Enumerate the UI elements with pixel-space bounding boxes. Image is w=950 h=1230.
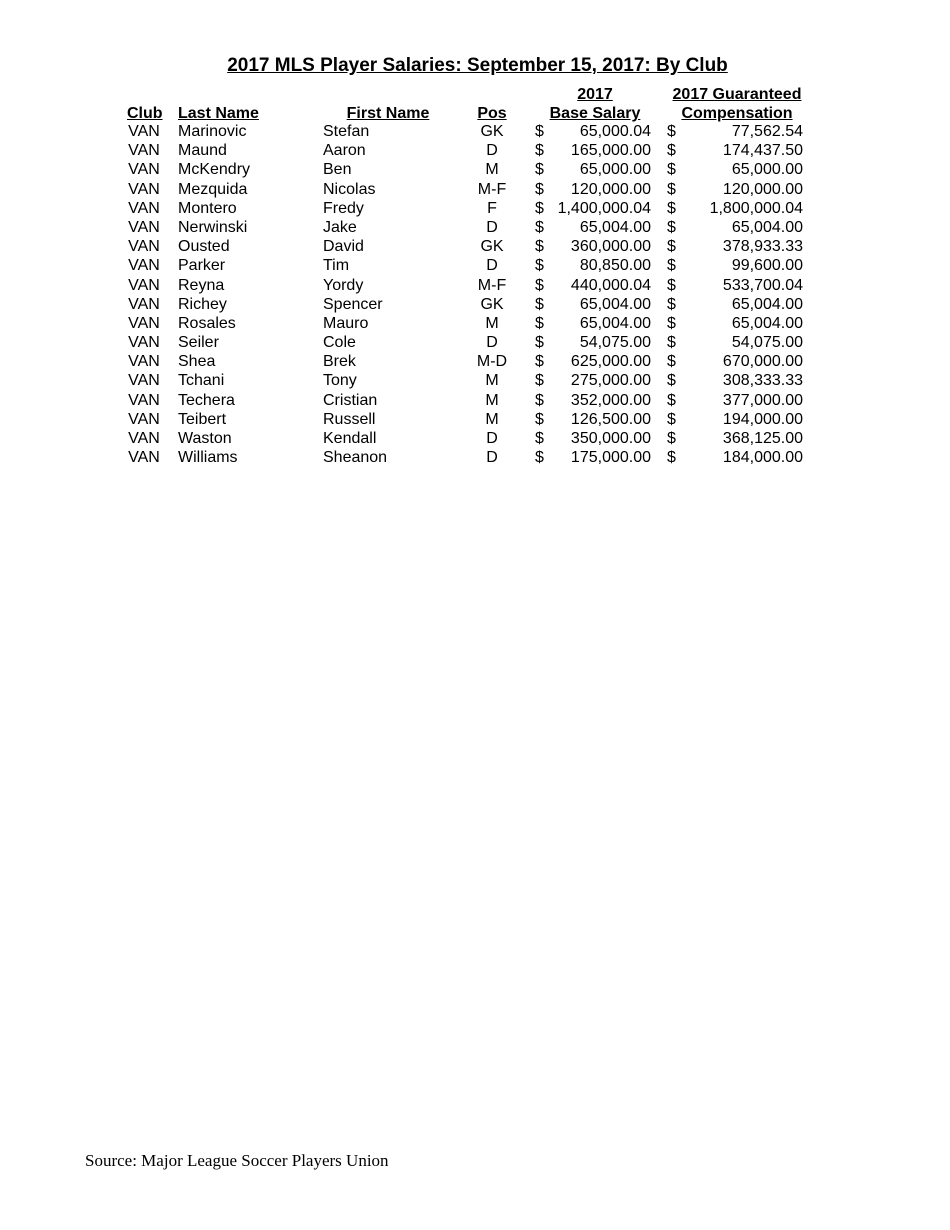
cell-pos: D bbox=[486, 430, 498, 447]
table-row bbox=[0, 199, 950, 218]
table-row bbox=[0, 237, 950, 256]
salary-table bbox=[0, 122, 950, 467]
cell-pos: GK bbox=[480, 295, 504, 313]
cell-guaranteed-compensation: 65,004.00 bbox=[731, 314, 803, 332]
cell-base-currency: $ bbox=[535, 295, 544, 313]
cell-first-name: Nicolas bbox=[323, 180, 376, 198]
cell-last-name: Marinovic bbox=[178, 123, 247, 140]
cell-guaranteed-compensation: 670,000.00 bbox=[722, 353, 803, 371]
table-row bbox=[0, 371, 950, 390]
page-title: 2017 MLS Player Salaries: September 15, 2017: By Club bbox=[227, 55, 728, 76]
cell-last-name: Tchani bbox=[178, 372, 225, 390]
cell-club: VAN bbox=[128, 161, 160, 179]
cell-pos: D bbox=[486, 257, 498, 275]
cell-club: VAN bbox=[128, 372, 160, 390]
cell-base-currency: $ bbox=[535, 372, 544, 390]
cell-base-salary: 65,004.00 bbox=[579, 295, 651, 313]
cell-base-salary: 120,000.00 bbox=[570, 180, 651, 198]
cell-pos: M bbox=[485, 410, 499, 428]
cell-club: VAN bbox=[128, 276, 160, 294]
cell-guaranteed-compensation: 120,000.00 bbox=[722, 180, 803, 198]
cell-base-currency: $ bbox=[535, 161, 544, 179]
cell-first-name: Aaron bbox=[323, 142, 366, 160]
cell-first-name: Fredy bbox=[323, 199, 364, 217]
cell-base-salary: 54,075.00 bbox=[579, 334, 651, 352]
cell-last-name: Shea bbox=[178, 353, 216, 371]
cell-pos: M bbox=[485, 372, 499, 390]
cell-last-name: Richey bbox=[178, 295, 227, 313]
table-row bbox=[0, 180, 950, 199]
cell-last-name: Maund bbox=[178, 142, 227, 160]
cell-last-name: Ousted bbox=[178, 238, 230, 256]
cell-first-name: Kendall bbox=[323, 430, 377, 447]
cell-base-salary: 175,000.00 bbox=[570, 449, 651, 467]
cell-comp-currency: $ bbox=[667, 276, 676, 294]
cell-last-name: Williams bbox=[178, 449, 238, 467]
cell-base-currency: $ bbox=[535, 410, 544, 428]
cell-club: VAN bbox=[128, 430, 160, 447]
cell-base-currency: $ bbox=[535, 180, 544, 198]
cell-guaranteed-compensation: 533,700.04 bbox=[722, 276, 803, 294]
table-row bbox=[0, 295, 950, 314]
cell-base-currency: $ bbox=[535, 199, 544, 217]
cell-base-currency: $ bbox=[535, 391, 544, 409]
cell-base-currency: $ bbox=[535, 430, 544, 447]
header-club: Club bbox=[127, 105, 163, 122]
cell-comp-currency: $ bbox=[667, 295, 676, 313]
cell-base-salary: 65,000.00 bbox=[579, 161, 651, 179]
cell-first-name: David bbox=[323, 238, 364, 256]
cell-guaranteed-compensation: 184,000.00 bbox=[722, 449, 803, 467]
cell-last-name: Montero bbox=[178, 199, 237, 217]
cell-guaranteed-compensation: 377,000.00 bbox=[722, 391, 803, 409]
cell-base-salary: 275,000.00 bbox=[570, 372, 651, 390]
cell-club: VAN bbox=[128, 410, 160, 428]
cell-base-currency: $ bbox=[535, 276, 544, 294]
cell-comp-currency: $ bbox=[667, 180, 676, 198]
cell-guaranteed-compensation: 65,000.00 bbox=[731, 161, 803, 179]
cell-club: VAN bbox=[128, 353, 160, 371]
header-first-name: First Name bbox=[346, 105, 430, 122]
cell-base-salary: 80,850.00 bbox=[579, 257, 651, 275]
cell-comp-currency: $ bbox=[667, 123, 676, 140]
cell-comp-currency: $ bbox=[667, 257, 676, 275]
cell-comp-currency: $ bbox=[667, 391, 676, 409]
cell-first-name: Spencer bbox=[323, 295, 383, 313]
cell-last-name: Techera bbox=[178, 391, 235, 409]
source-note: Source: Major League Soccer Players Union bbox=[85, 1151, 389, 1170]
cell-last-name: Rosales bbox=[178, 314, 236, 332]
cell-last-name: Mezquida bbox=[178, 180, 248, 198]
cell-guaranteed-compensation: 65,004.00 bbox=[731, 295, 803, 313]
cell-club: VAN bbox=[128, 238, 160, 256]
cell-base-salary: 65,004.00 bbox=[579, 314, 651, 332]
cell-base-currency: $ bbox=[535, 123, 544, 140]
table-row bbox=[0, 160, 950, 179]
table-row bbox=[0, 314, 950, 333]
cell-first-name: Stefan bbox=[323, 123, 370, 140]
cell-base-salary: 352,000.00 bbox=[570, 391, 651, 409]
cell-base-salary: 165,000.00 bbox=[570, 142, 651, 160]
cell-guaranteed-compensation: 77,562.54 bbox=[731, 123, 803, 140]
header-pos: Pos bbox=[477, 105, 507, 122]
cell-last-name: Parker bbox=[178, 257, 226, 275]
cell-base-currency: $ bbox=[535, 142, 544, 160]
cell-first-name: Ben bbox=[323, 161, 352, 179]
cell-last-name: Waston bbox=[178, 430, 232, 447]
cell-club: VAN bbox=[128, 142, 160, 160]
cell-base-currency: $ bbox=[535, 218, 544, 236]
cell-pos: M-F bbox=[477, 180, 507, 198]
cell-guaranteed-compensation: 378,933.33 bbox=[722, 238, 803, 256]
cell-base-salary: 350,000.00 bbox=[570, 430, 651, 447]
table-row bbox=[0, 429, 950, 448]
cell-first-name: Jake bbox=[323, 218, 357, 236]
cell-guaranteed-compensation: 65,004.00 bbox=[731, 218, 803, 236]
cell-comp-currency: $ bbox=[667, 218, 676, 236]
cell-last-name: Nerwinski bbox=[178, 218, 248, 236]
cell-base-salary: 625,000.00 bbox=[570, 353, 651, 371]
cell-first-name: Mauro bbox=[323, 314, 369, 332]
cell-comp-currency: $ bbox=[667, 238, 676, 256]
table-row bbox=[0, 256, 950, 275]
cell-comp-currency: $ bbox=[667, 161, 676, 179]
cell-comp-currency: $ bbox=[667, 142, 676, 160]
cell-club: VAN bbox=[128, 334, 160, 352]
cell-pos: D bbox=[486, 218, 498, 236]
header-last-name: Last Name bbox=[178, 105, 259, 122]
cell-pos: M bbox=[485, 391, 499, 409]
cell-pos: GK bbox=[480, 238, 504, 256]
cell-guaranteed-compensation: 1,800,000.04 bbox=[709, 199, 803, 217]
cell-guaranteed-compensation: 368,125.00 bbox=[722, 430, 803, 447]
cell-comp-currency: $ bbox=[667, 372, 676, 390]
cell-base-salary: 440,000.04 bbox=[570, 276, 651, 294]
cell-pos: D bbox=[486, 142, 498, 160]
table-row bbox=[0, 218, 950, 237]
cell-base-salary: 360,000.00 bbox=[570, 238, 651, 256]
cell-comp-currency: $ bbox=[667, 353, 676, 371]
cell-comp-currency: $ bbox=[667, 449, 676, 467]
table-row bbox=[0, 141, 950, 160]
cell-base-currency: $ bbox=[535, 238, 544, 256]
cell-base-salary: 65,004.00 bbox=[579, 218, 651, 236]
cell-guaranteed-compensation: 99,600.00 bbox=[731, 257, 803, 275]
cell-base-salary: 1,400,000.04 bbox=[557, 199, 651, 217]
cell-first-name: Cristian bbox=[323, 391, 378, 409]
cell-last-name: Seiler bbox=[178, 334, 219, 352]
cell-first-name: Brek bbox=[323, 353, 356, 371]
table-row bbox=[0, 276, 950, 295]
cell-pos: GK bbox=[480, 123, 504, 140]
cell-pos: F bbox=[487, 199, 497, 217]
cell-guaranteed-compensation: 194,000.00 bbox=[722, 410, 803, 428]
cell-club: VAN bbox=[128, 218, 160, 236]
cell-guaranteed-compensation: 308,333.33 bbox=[722, 372, 803, 390]
cell-pos: D bbox=[486, 449, 498, 467]
cell-base-salary: 126,500.00 bbox=[570, 410, 651, 428]
header-guaranteed-compensation: Compensation bbox=[681, 105, 793, 122]
cell-club: VAN bbox=[128, 123, 160, 140]
cell-guaranteed-compensation: 174,437.50 bbox=[722, 142, 803, 160]
cell-comp-currency: $ bbox=[667, 314, 676, 332]
cell-comp-currency: $ bbox=[667, 334, 676, 352]
cell-guaranteed-compensation: 54,075.00 bbox=[731, 334, 803, 352]
cell-club: VAN bbox=[128, 314, 160, 332]
cell-pos: D bbox=[486, 334, 498, 352]
cell-last-name: Reyna bbox=[178, 276, 225, 294]
cell-base-currency: $ bbox=[535, 257, 544, 275]
cell-base-currency: $ bbox=[535, 449, 544, 467]
cell-pos: M-D bbox=[476, 353, 508, 371]
cell-first-name: Tony bbox=[323, 372, 357, 390]
cell-first-name: Russell bbox=[323, 410, 376, 428]
cell-base-currency: $ bbox=[535, 334, 544, 352]
cell-pos: M-F bbox=[477, 276, 507, 294]
cell-club: VAN bbox=[128, 199, 160, 217]
table-row bbox=[0, 352, 950, 371]
cell-pos: M bbox=[485, 314, 499, 332]
cell-first-name: Sheanon bbox=[323, 449, 388, 467]
table-row bbox=[0, 391, 950, 410]
cell-base-currency: $ bbox=[535, 314, 544, 332]
header-base-salary-year: 2017 bbox=[577, 86, 613, 103]
cell-comp-currency: $ bbox=[667, 410, 676, 428]
cell-first-name: Tim bbox=[323, 257, 350, 275]
cell-comp-currency: $ bbox=[667, 430, 676, 447]
cell-last-name: Teibert bbox=[178, 410, 227, 428]
table-row bbox=[0, 333, 950, 352]
cell-club: VAN bbox=[128, 180, 160, 198]
cell-comp-currency: $ bbox=[667, 199, 676, 217]
cell-club: VAN bbox=[128, 391, 160, 409]
cell-first-name: Cole bbox=[323, 334, 356, 352]
cell-base-currency: $ bbox=[535, 353, 544, 371]
cell-pos: M bbox=[485, 161, 499, 179]
table-row bbox=[0, 410, 950, 429]
table-row bbox=[0, 448, 950, 467]
header-guaranteed-year: 2017 Guaranteed bbox=[672, 86, 802, 103]
cell-first-name: Yordy bbox=[323, 276, 364, 294]
table-row bbox=[0, 122, 950, 141]
cell-club: VAN bbox=[128, 295, 160, 313]
cell-club: VAN bbox=[128, 257, 160, 275]
cell-base-salary: 65,000.04 bbox=[579, 123, 651, 140]
header-base-salary: Base Salary bbox=[549, 105, 641, 122]
cell-last-name: McKendry bbox=[178, 161, 251, 179]
cell-club: VAN bbox=[128, 449, 160, 467]
